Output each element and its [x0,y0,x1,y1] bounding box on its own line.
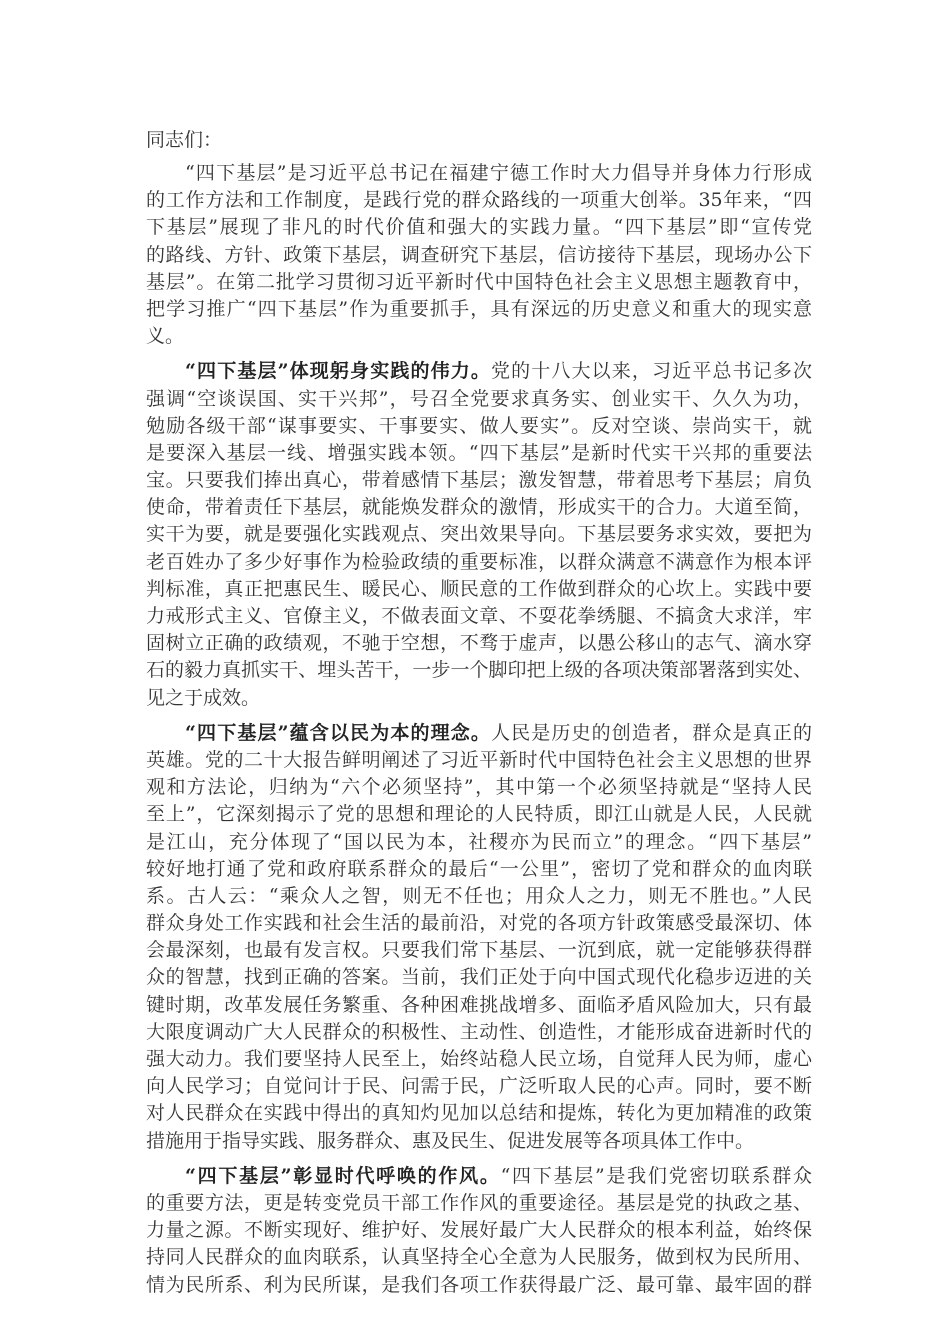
line-text: 见之于成效。 [146,686,261,709]
text-line [146,323,812,350]
line-text: 力量之源。不断实现好、维护好、发展好最广大人民群众的根本利益，始终保 [146,1219,812,1242]
paragraph [146,358,812,711]
paragraph [146,720,812,1155]
text-line [146,1128,812,1155]
line-text: 下基层”展现了非凡的时代价值和强大的实践力量。“四下基层”即“宣传党 [146,216,812,239]
text-line [146,801,812,828]
text-line [146,720,812,747]
text-line [146,856,812,883]
text-line [146,242,812,269]
line-text: 力戒形式主义、官僚主义，不做表面文章、不耍花拳绣腿、不搞贪大求洋，牢 [146,605,812,627]
line-text: 使命，带着责任下基层，就能焕发群众的激情，形成实干的合力。大道至简， [146,496,812,519]
text-line [146,1272,812,1299]
document-body [146,127,812,1307]
text-line [146,630,812,657]
text-line [146,440,812,467]
text-line [146,160,812,187]
line-text: 情为民所系、利为民所谋，是我们各项工作获得最广泛、最可靠、最牢固的群 [146,1273,812,1296]
text-line [146,774,812,801]
text-line [146,296,812,323]
text-line [146,576,812,603]
text-line [146,549,812,576]
text-line [146,1190,812,1217]
text-line [146,1019,812,1046]
line-text: 的路线、方针、政策下基层，调查研究下基层，信访接待下基层，现场办公下 [146,243,812,266]
line-text: 是江山，充分体现了“国以民为本，社稷亦为民而立”的理念。“四下基层” [146,830,812,853]
line-text: 群众身处工作实践和社会生活的最前沿，对党的各项方针政策感受最深切、体 [146,912,812,935]
line-text: 固树立正确的政绩观，不驰于空想，不骛于虚声，以愚公移山的志气、滴水穿 [146,632,812,655]
line-text: 基层”。在第二批学习贯彻习近平新时代中国特色社会主义思想主题教育中， [146,270,812,293]
paragraph [146,1163,812,1299]
line-text: 强调“空谈误国、实干兴邦”，号召全党要求真务实、创业实干、久久为功， [146,387,812,410]
text-line [146,685,812,712]
salutation: 同志们： [146,129,223,151]
text-line [146,603,812,630]
text-line [146,467,812,494]
section-heading: “四下基层”蕴含以民为本的理念。 [185,721,491,744]
text-line [146,747,812,774]
text-line [146,657,812,684]
line-text: 判标准，真正把惠民生、暖民心、顺民意的工作做到群众的心坎上。实践中要 [146,577,812,600]
line-text: “四下基层”是习近平总书记在福建宁德工作时大力倡导并身体力行形成 [185,162,812,184]
line-text: 持同人民群众的血肉联系，认真坚持全心全意为人民服务，做到权为民所用、 [146,1246,812,1269]
line-text: 实干为要，就是要强化实践观点、突出效果导向。下基层要务求实效，要把为 [146,523,812,546]
text-line [146,1073,812,1100]
text-line [146,992,812,1019]
text-line [146,910,812,937]
line-text: “四下基层”是我们党密切联系群众 [500,1164,812,1187]
line-text: 措施用于指导实践、服务群众、惠及民生、促进发展等各项具体工作中。 [146,1129,755,1152]
text-line [146,1046,812,1073]
text-line [146,187,812,214]
text-line [146,883,812,910]
line-text: 会最深刻，也最有发言权。只要我们常下基层、一沉到底，就一定能够获得群 [146,939,812,962]
line-text: 老百姓办了多少好事作为检验政绩的重要标准，以群众满意不满意作为根本评 [146,550,812,573]
line-text: 石的毅力真抓实干、埋头苦干，一步一个脚印把上级的各项决策部署落到实处、 [146,659,812,682]
line-text: 党的十八大以来，习近平总书记多次 [491,360,812,383]
line-text: 的重要方法，更是转变党员干部工作作风的重要途径。基层是党的执政之基、 [146,1191,812,1214]
line-text: 观和方法论，归纳为“六个必须坚持”，其中第一个必须坚持就是“坚持人民 [146,776,812,799]
line-text: 勉励各级干部“谋事要实、干事要实、做人要实”。反对空谈、崇尚实干，就 [146,414,812,437]
line-text: 强大动力。我们要坚持人民至上，始终站稳人民立场，自觉拜人民为师，虚心 [146,1048,812,1070]
line-text: 大限度调动广大人民群众的积极性、主动性、创造性，才能形成奋进新时代的 [146,1020,812,1043]
line-text: 义。 [146,325,185,348]
text-line [146,937,812,964]
text-line [146,494,812,521]
line-text: 较好地打通了党和政府联系群众的最后“一公里”，密切了党和群众的血肉联 [146,857,812,880]
line-text: 系。古人云：“乘众人之智，则无不任也；用众人之力，则无不胜也。”人民 [146,884,812,907]
line-text: 把学习推广“四下基层”作为重要抓手，具有深远的历史意义和重大的现实意 [146,297,812,320]
section-heading: “四下基层”彰显时代呼唤的作风。 [185,1164,501,1187]
text-line [146,214,812,241]
paragraphs [146,160,812,1299]
text-line [146,829,812,856]
text-line [146,386,812,413]
text-line [146,964,812,991]
line-text: 的工作方法和工作制度，是践行党的群众路线的一项重大创举。35年来，“四 [146,189,812,212]
line-text: 人民是历史的创造者，群众是真正的 [491,721,812,744]
line-text: 是要深入基层一线、增强实践本领。“四下基层”是新时代实干兴邦的重要法 [146,441,812,464]
text-line [146,1163,812,1190]
text-line [146,358,812,385]
paragraph [146,160,812,350]
line-text: 对人民群众在实践中得出的真知灼见加以总结和提炼，转化为更加精准的政策 [146,1102,812,1125]
line-text: 向人民学习；自觉问计于民、问需于民，广泛听取人民的心声。同时，要不断 [146,1075,812,1098]
line-text: 众的智慧，找到正确的答案。当前，我们正处于向中国式现代化稳步迈进的关 [146,966,812,989]
line-text: 宝。只要我们捧出真心，带着感情下基层；激发智慧，带着思考下基层；肩负 [146,469,812,492]
text-line [146,413,812,440]
line-text: 英雄。党的二十大报告鲜明阐述了习近平新时代中国特色社会主义思想的世界 [146,748,812,771]
text-line [146,1217,812,1244]
text-line [146,1244,812,1271]
text-line [146,521,812,548]
text-line [146,269,812,296]
line-text: 键时期，改革发展任务繁重、各种困难挑战增多、面临矛盾风险加大，只有最 [146,993,812,1016]
line-text: 至上”，它深刻揭示了党的思想和理论的人民特质，即江山就是人民，人民就 [146,803,812,826]
section-heading: “四下基层”体现躬身实践的伟力。 [185,360,491,383]
text-line [146,1100,812,1127]
